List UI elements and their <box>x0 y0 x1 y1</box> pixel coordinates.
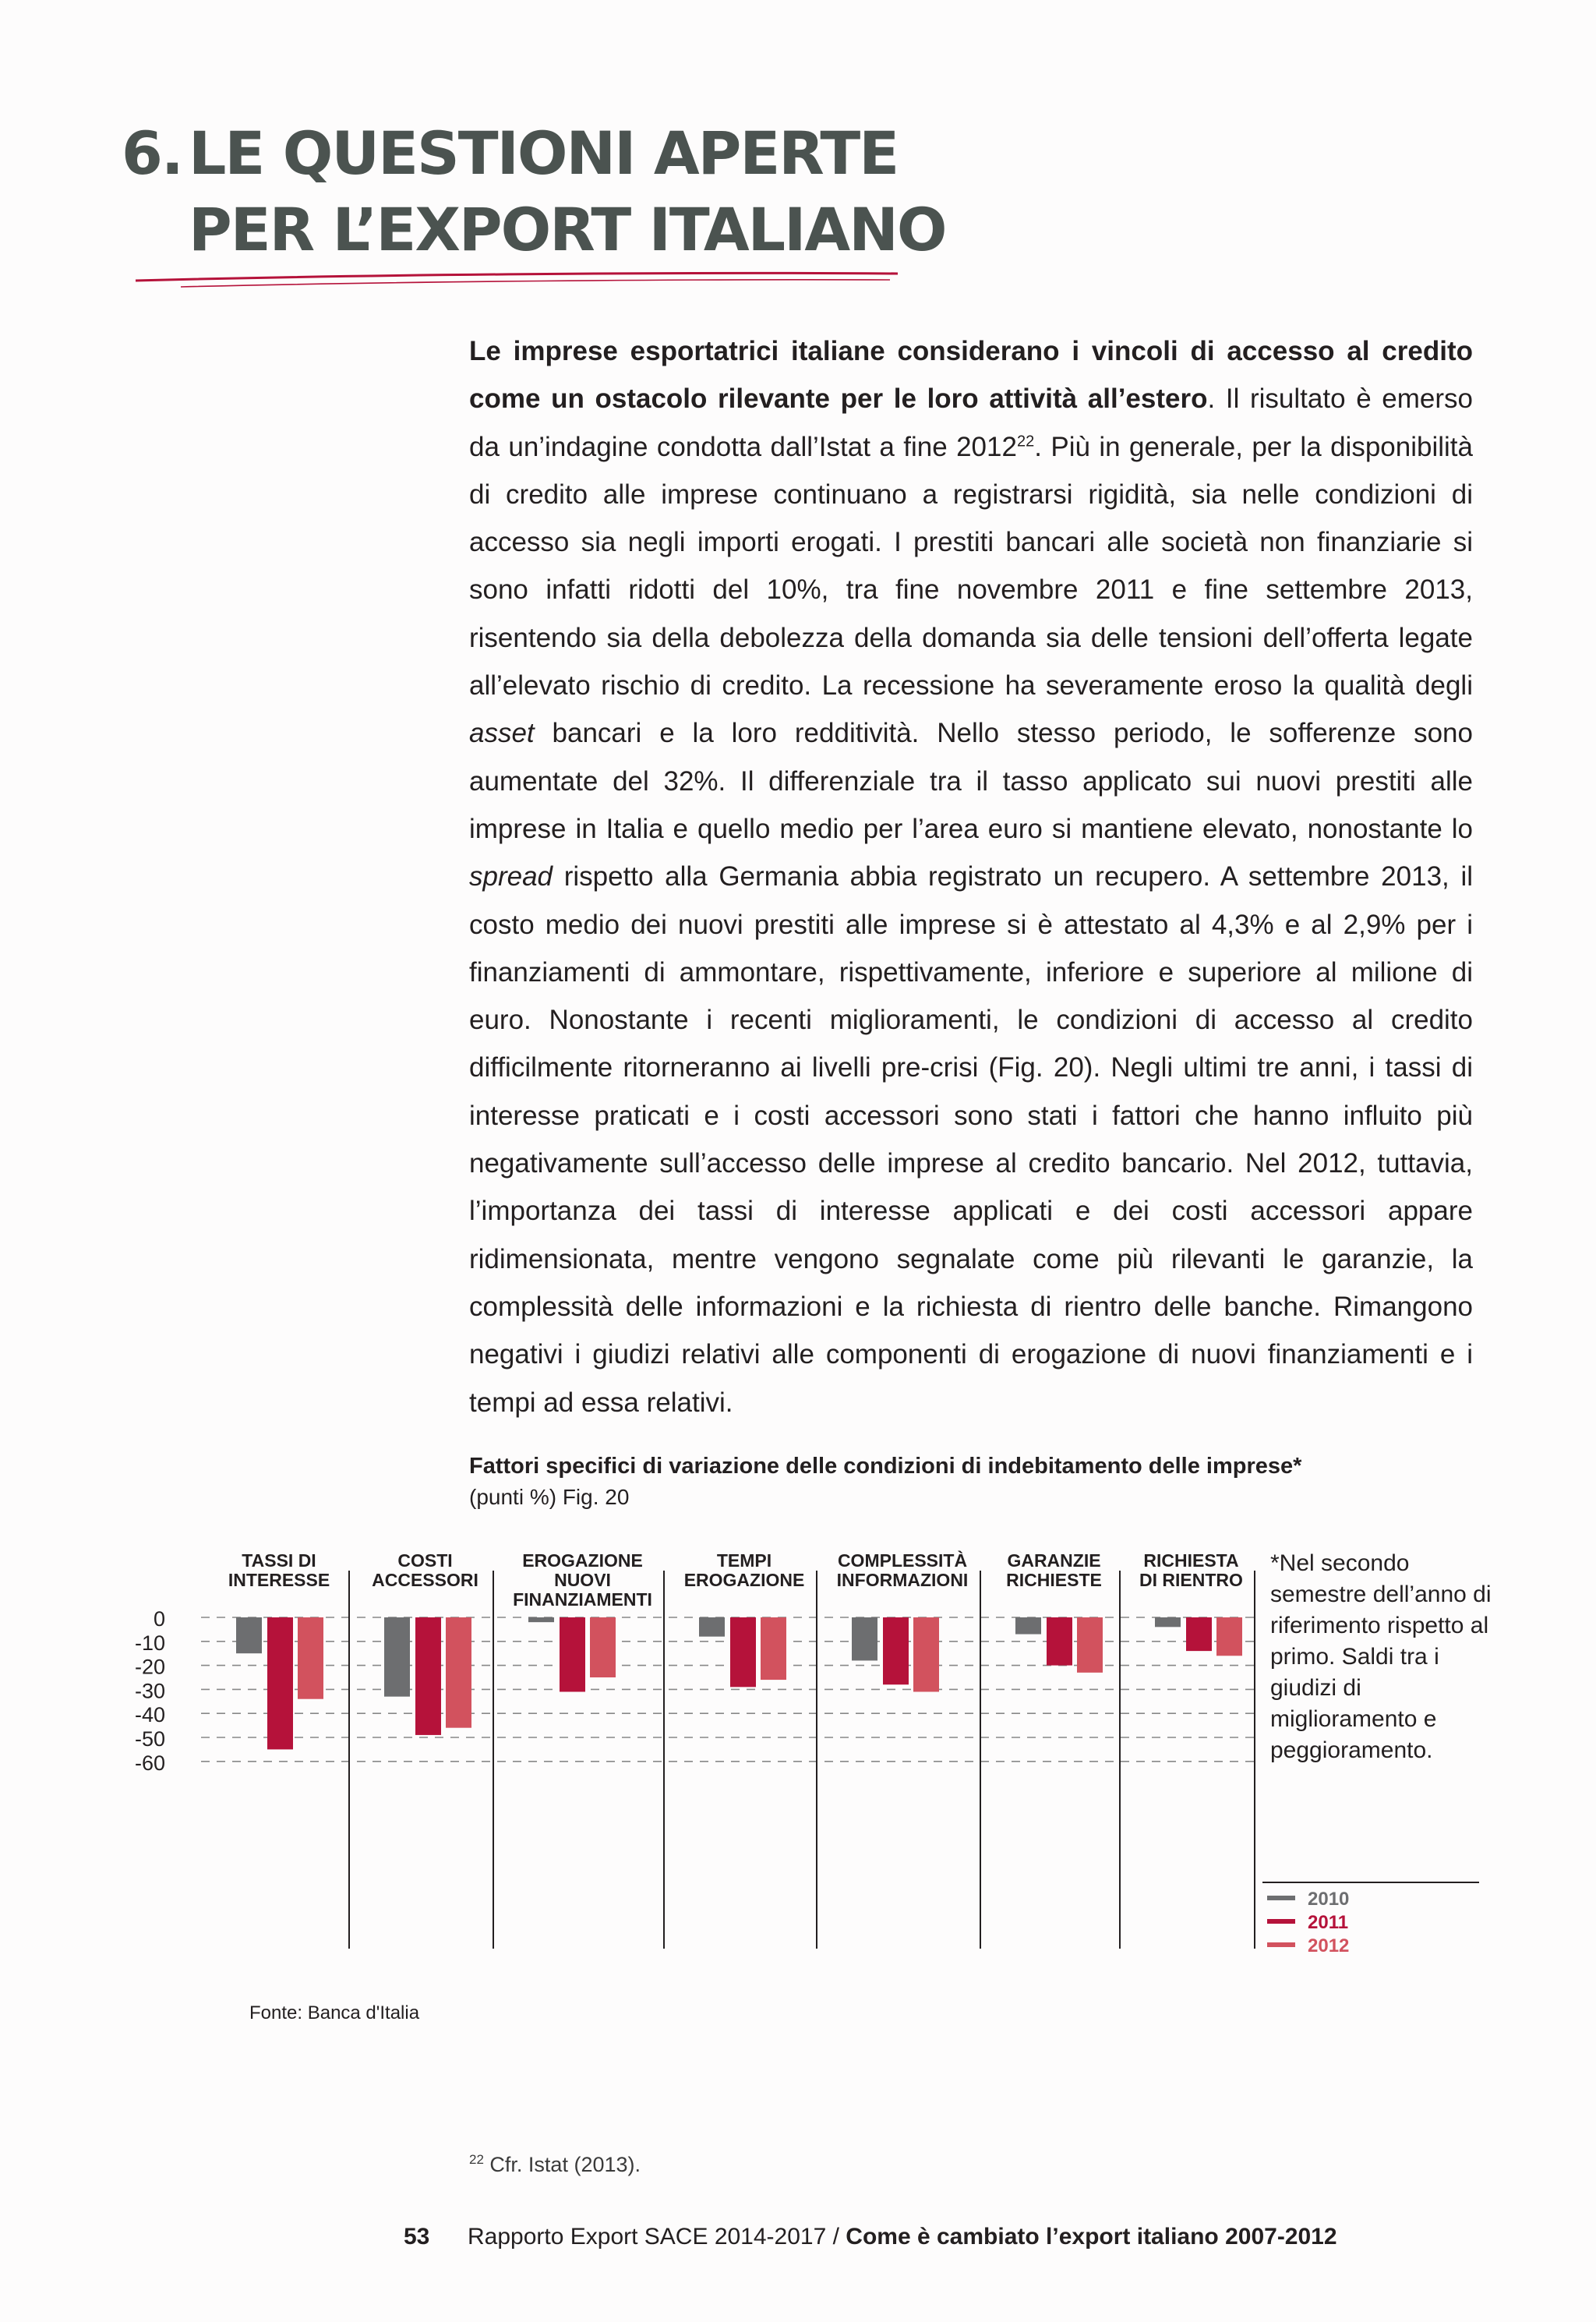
title-underline <box>134 270 913 293</box>
chart-note: *Nel secondo semestre dell’anno di riferimento rispetto al primo. Saldi tra i giudizi di miglioramento e peggioramento. <box>1270 1550 1492 1763</box>
category-label: TASSI DI <box>242 1550 316 1571</box>
chart-subtitle: (punti %) Fig. 20 <box>469 1485 630 1509</box>
footnote <box>469 2147 641 2178</box>
category-label: RICHIESTA <box>1143 1550 1239 1571</box>
title-line-1: LE QUESTIONI APERTE <box>189 118 899 188</box>
page-number: 53 <box>404 2224 430 2250</box>
bar-2012 <box>446 1617 471 1728</box>
category-label: COMPLESSITÀ <box>837 1550 968 1571</box>
bar-2012 <box>1077 1617 1103 1673</box>
body-text-4: rispetto alla Germania abbia registrato un recupero. A settembre 2013, il costo medio dei nuovi prestiti alle imprese si è attestato al 4,3% e al 2,9% per i finanziamenti di ammontare, rispettivamente, inferiore e superiore al milione di euro. Nonostante i recenti miglioramenti, le condizioni di accesso al credito difficilmente ritorneranno ai livelli pre-crisi (Fig. 20). Negli ultimi tre anni, i tassi di interesse praticati e i costi accessori sono stati i fattori che hanno influito più negativamente sull’accesso delle imprese al credito bancario. Nel 2012, tuttavia, l’importanza dei tassi di interesse applicati e dei costi accessori appare ridimensionata, mentre vengono segnalate come più rilevanti le garanzie, la complessità delle informazioni e la richiesta di rientro delle banche. Rimangono negativi i giudizi relativi alle componenti di erogazione di nuovi finanziamenti e i tempi ad essa relativi. <box>469 861 1473 1418</box>
footnote-ref[interactable]: 22 <box>1016 432 1035 450</box>
bar-2010 <box>852 1617 877 1660</box>
y-tick-label: 0 <box>153 1607 165 1631</box>
category-label: EROGAZIONE <box>683 1570 805 1590</box>
y-tick-label: -40 <box>134 1703 165 1727</box>
bar-2011 <box>415 1617 441 1735</box>
y-tick-label: -20 <box>134 1655 165 1679</box>
bar-2010 <box>699 1617 725 1637</box>
body-text-3: bancari e la loro redditività. Nello stesso periodo, le sofferenze sono aumentate del 32%. Il differenziale tra il tasso applicato sui nuovi prestiti alle imprese in Italia e quello medio per l’area euro si mantiene elevato, nonostante lo <box>469 718 1473 844</box>
bar-2011 <box>883 1617 909 1684</box>
section-number: 6. <box>122 118 182 188</box>
legend-label-2012: 2012 <box>1308 1935 1350 1956</box>
page-title <box>122 115 945 268</box>
category-label: COSTI <box>397 1550 453 1571</box>
y-tick-label: -10 <box>134 1631 165 1655</box>
category-label: FINANZIAMENTI <box>513 1589 652 1610</box>
body-text-1: . Il risultato è emerso da un’indagine condotta dall’Istat a fine 2012 <box>469 383 1474 462</box>
bar-2011 <box>267 1617 293 1749</box>
page-footer <box>404 2221 1337 2253</box>
source-note: Fonte: Banca d'Italia <box>249 2002 420 2023</box>
bar-2012 <box>590 1617 616 1677</box>
legend-label-2010: 2010 <box>1308 1889 1350 1910</box>
bar-2012 <box>298 1617 323 1699</box>
footer-publication: Rapporto Export SACE 2014-2017 / <box>468 2224 846 2250</box>
title-line-2: PER L’EXPORT ITALIANO <box>189 195 946 264</box>
footnote-text: Cfr. Istat (2013). <box>483 2153 641 2176</box>
footer-section: Come è cambiato l’export italiano 2007-2012 <box>846 2224 1337 2250</box>
category-label: GARANZIE <box>1007 1550 1101 1571</box>
lead-sentence: Le imprese esportatrici italiane considerano i vincoli di accesso al credito come un ostacolo rilevante per le loro attività all’estero <box>469 336 1473 415</box>
footnote-number: 22 <box>469 2152 484 2167</box>
bar-2010 <box>528 1617 554 1622</box>
spread-term: spread <box>469 861 553 892</box>
bar-2010 <box>384 1617 410 1697</box>
category-label: EROGAZIONE <box>522 1550 643 1571</box>
category-label: ACCESSORI <box>372 1570 478 1590</box>
category-label: INTERESSE <box>228 1570 330 1590</box>
bar-2012 <box>1216 1617 1242 1656</box>
bar-2012 <box>913 1617 939 1691</box>
bar-2011 <box>1047 1617 1072 1666</box>
y-tick-label: -50 <box>134 1727 165 1751</box>
bar-2010 <box>1155 1617 1181 1627</box>
asset-term: asset <box>469 718 535 749</box>
category-label: DI RIENTRO <box>1139 1570 1243 1590</box>
y-tick-label: -60 <box>134 1751 165 1775</box>
bar-2011 <box>730 1617 756 1687</box>
bar-2011 <box>560 1617 585 1691</box>
category-label: INFORMAZIONI <box>836 1570 969 1590</box>
category-label: TEMPI <box>716 1550 772 1571</box>
body-text-2: . Più in generale, per la disponibilità di credito alle imprese continuano a registrarsi rigidità, sia nelle condizioni di accesso sia negli importi erogati. I prestiti bancari alle società non finanziarie si sono infatti ridotti del 10%, tra fine novembre 2011 e fine settembre 2013, risentendo sia della debolezza della domanda sia delle tensioni dell’offerta legate all’elevato rischio di credito. La recessione ha severamente eroso la qualità degli <box>469 431 1473 702</box>
chart-title: Fattori specifici di variazione delle condizioni di indebitamento delle imprese* <box>469 1454 1302 1479</box>
bar-2010 <box>236 1617 262 1653</box>
category-label: RICHIESTE <box>1006 1570 1102 1590</box>
bar-2010 <box>1015 1617 1041 1635</box>
legend-label-2011: 2011 <box>1308 1912 1349 1933</box>
y-tick-label: -30 <box>134 1679 165 1703</box>
bar-2011 <box>1186 1617 1212 1651</box>
category-label: NUOVI <box>554 1570 611 1590</box>
body-paragraph <box>469 327 1473 1426</box>
bar-2012 <box>761 1617 786 1680</box>
